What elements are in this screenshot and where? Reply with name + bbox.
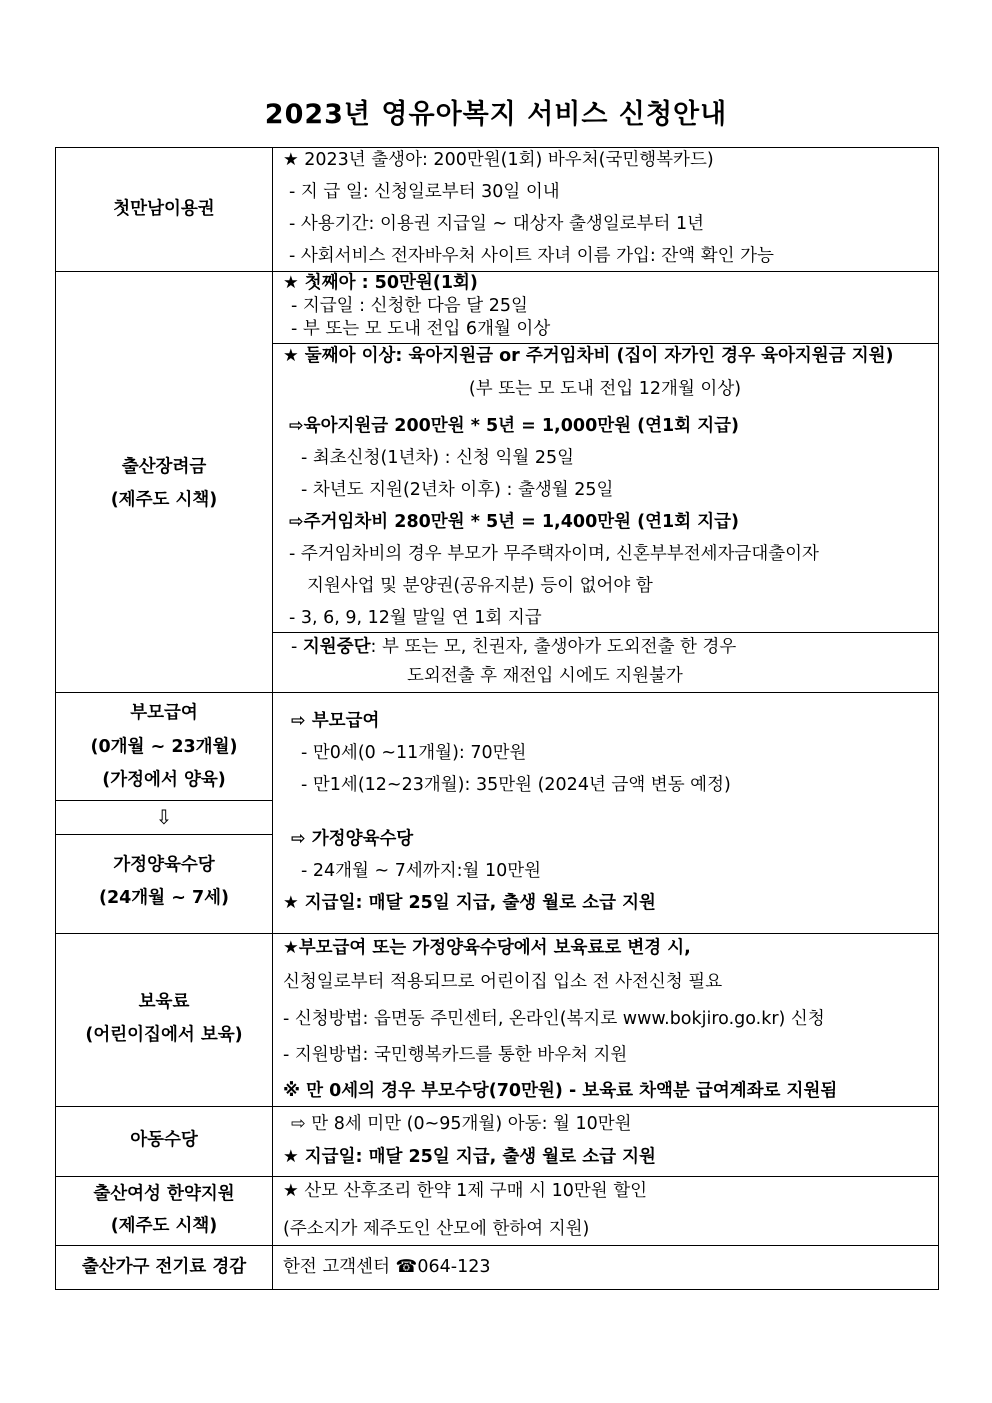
text-line: - 신청방법: 읍면동 주민센터, 온라인(복지로 www.bokjiro.go.kr) 신청 — [283, 1009, 825, 1029]
text-line: 지원사업 및 분양권(공유지분) 등이 없어야 함 — [307, 576, 653, 596]
text-line: 도외전출 후 재전입 시에도 지원불가 — [407, 666, 683, 686]
row-label: 아동수당 — [130, 1130, 198, 1150]
text-line: - 사용기간: 이용권 지급일 ~ 대상자 출생일로부터 1년 — [289, 214, 705, 234]
phone-text: 한전 고객센터 ☎064-123 — [283, 1257, 491, 1277]
text-line: - 사회서비스 전자바우처 사이트 자녀 이름 가입: 잔액 확인 가능 — [289, 246, 774, 266]
text-line: - 만0세(0 ~11개월): 70만원 — [301, 743, 527, 763]
row-label: 부모급여 — [130, 703, 198, 723]
text-line: (주소지가 제주도인 산모에 한하여 지원) — [283, 1219, 590, 1239]
text-line: ★ 산모 산후조리 한약 1제 구매 시 10만원 할인 — [283, 1181, 648, 1201]
text-line: (부 또는 모 도내 전입 12개월 이상) — [468, 379, 742, 399]
text-line: 신청일로부터 적용되므로 어린이집 입소 전 사전신청 필요 — [283, 972, 723, 992]
text-line: ★ 둘째아 이상: 육아지원금 or 주거임차비 (집이 자가인 경우 육아지원금 지원) — [283, 346, 894, 366]
text-line: - 차년도 지원(2년차 이후) : 출생월 25일 — [301, 480, 614, 500]
text-line: - 지급일 : 신청한 다음 달 25일 — [291, 296, 528, 316]
text-emphasis: 지원중단 — [302, 637, 371, 657]
row-label: 가정양육수당 — [113, 855, 215, 875]
text-prefix: - — [291, 637, 303, 657]
row-label-sub: (제주도 시책) — [110, 490, 218, 510]
row-label-sub: (제주도 시책) — [110, 1216, 218, 1236]
text-rest: : 부 또는 모, 친권자, 출생아가 도외전출 한 경우 — [370, 637, 737, 657]
text-line: ★부모급여 또는 가정양육수당에서 보육료로 변경 시, — [283, 938, 691, 958]
row-label: 보육료 — [138, 992, 190, 1012]
text-line: - 지 급 일: 신청일로부터 30일 이내 — [289, 182, 560, 202]
row-label-sub: (어린이집에서 보육) — [85, 1025, 243, 1045]
text-line: - 주거임차비의 경우 부모가 무주택자이며, 신혼부부전세자금대출이자 — [289, 544, 819, 564]
row-label-sub: (24개월 ~ 7세) — [98, 888, 230, 908]
row-label: 첫만남이용권 — [113, 199, 215, 219]
text-line: ⇨주거임차비 280만원 * 5년 = 1,400만원 (연1회 지급) — [289, 512, 740, 532]
text-line: ⇨ 만 8세 미만 (0~95개월) 아동: 월 10만원 — [291, 1114, 632, 1134]
row-label-sub: (0개월 ~ 23개월) — [90, 737, 238, 757]
row-label: 출산여성 한약지원 — [93, 1184, 235, 1204]
text-line: ★ 지급일: 매달 25일 지급, 출생 월로 소급 지원 — [283, 1147, 656, 1167]
text-line: ★ 2023년 출생아: 200만원(1회) 바우처(국민행복카드) — [283, 150, 714, 170]
row-label-sub: (가정에서 양육) — [102, 770, 226, 790]
text-line: - 부 또는 모 도내 전입 6개월 이상 — [291, 319, 551, 339]
text-line: ※ 만 0세의 경우 부모수당(70만원) - 보육료 차액분 급여계좌로 지원됨 — [283, 1081, 838, 1101]
text-line: ⇨육아지원금 200만원 * 5년 = 1,000만원 (연1회 지급) — [289, 416, 740, 436]
text-line — [291, 634, 736, 660]
text-line: ⇨ 부모급여 — [291, 711, 380, 731]
text-line: - 3, 6, 9, 12월 말일 연 1회 지급 — [289, 608, 542, 628]
text-line: ⇨ 가정양육수당 — [291, 829, 414, 849]
text-line: - 만1세(12~23개월): 35만원 (2024년 금액 변동 예정) — [301, 775, 731, 795]
text-line: - 24개월 ~ 7세까지:월 10만원 — [301, 861, 542, 881]
text-line: - 최초신청(1년차) : 신청 익월 25일 — [301, 448, 575, 468]
text-line: - 지원방법: 국민행복카드를 통한 바우처 지원 — [283, 1045, 628, 1065]
text-line: ★ 첫째아 : 50만원(1회) — [283, 273, 478, 293]
text-line: ★ 지급일: 매달 25일 지급, 출생 월로 소급 지원 — [283, 893, 656, 913]
down-arrow-icon: ⇩ — [155, 805, 173, 829]
page-title: 2023년 영유아복지 서비스 신청안내 — [264, 99, 728, 130]
row-label: 출산가구 전기료 경감 — [81, 1257, 247, 1277]
row-label: 출산장려금 — [121, 457, 207, 477]
